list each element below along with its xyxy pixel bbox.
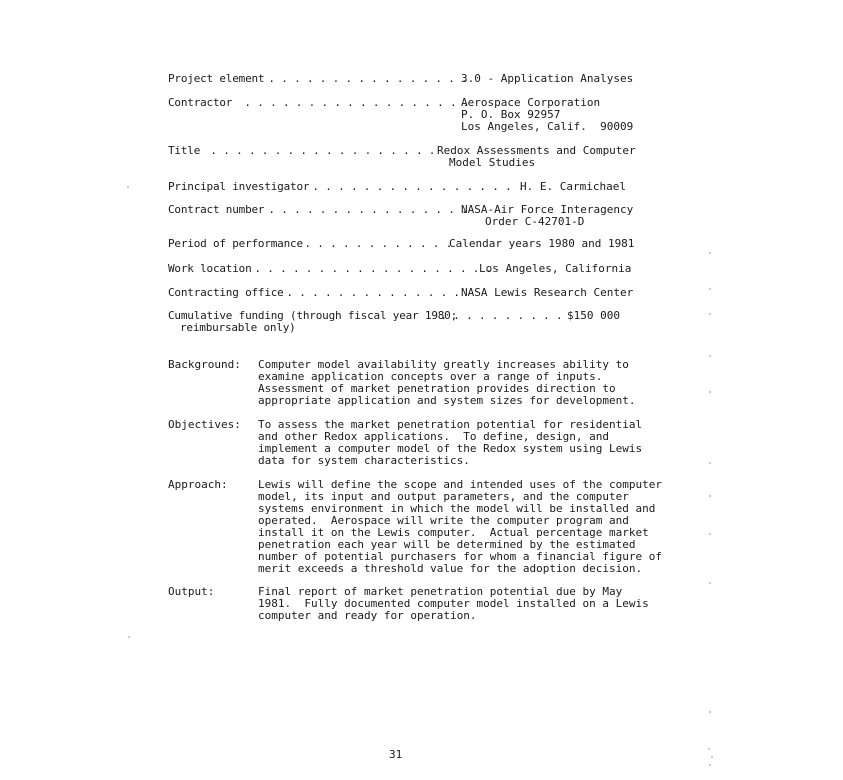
objectives-line-3: implement a computer model of the Redox system using Lewis [258,442,643,455]
approach-line-8: merit exceeds a threshold value for the adoption decision. [258,562,643,575]
title-leader: . . . . . . . . . . . . . . . . . . [204,144,436,157]
cumulative-funding-value: $150 000 [567,309,620,322]
title-value-line-1: Redox Assessments and Computer [437,144,636,157]
output-line-2: 1981. Fully documented computer model installed on a Lewis [258,597,649,610]
background-label: Background: [168,358,241,371]
contractor-value-line-1: Aerospace Corporation [461,96,601,109]
contractor-value-line-2: P. O. Box 92957 [461,108,561,121]
principal-investigator-label: Principal investigator [168,180,310,193]
objectives-line-1: To assess the market penetration potential for residential [258,418,643,431]
title-value-line-2: Model Studies [449,156,536,169]
approach-line-6: penetration each year will be determined by the estimated [258,538,636,551]
scan-speck [709,764,711,766]
project-element-value: 3.0 - Application Analyses [461,72,634,85]
contract-number-label: Contract number [168,203,265,216]
title-label: Title [168,144,201,157]
scan-speck [709,288,711,290]
scan-speck [708,748,710,750]
contracting-office-leader: . . . . . . . . . . . . . . [280,286,460,299]
approach-line-3: systems environment in which the model will be installed and [258,502,656,515]
scan-speck [709,582,711,584]
work-location-label: Work location [168,262,252,275]
page-number: 31 [389,748,403,761]
background-line-4: appropriate application and system sizes for development. [258,394,636,407]
period-of-performance-leader: . . . . . . . . . . . . [298,237,453,250]
background-line-1: Computer model availability greatly increases ability to [258,358,629,371]
output-line-1: Final report of market penetration potential due by May [258,585,623,598]
contract-number-value-line-1: NASA-Air Force Interagency [461,203,634,216]
background-line-2: examine application concepts over a range of inputs. [258,370,603,383]
contractor-leader: . . . . . . . . . . . . . . . . . . [238,96,470,109]
scan-speck [709,495,711,497]
scan-speck [709,533,711,535]
approach-line-2: model, its input and output parameters, and the computer [258,490,629,503]
scan-speck [709,252,711,254]
contracting-office-label: Contracting office [168,286,284,299]
background-line-3: Assessment of market penetration provides direction to [258,382,616,395]
scan-speck [709,711,711,713]
contract-number-value-line-2: Order C-42701-D [485,215,585,228]
scan-speck [127,186,129,188]
scan-speck [711,756,713,758]
approach-line-4: operated. Aerospace will write the computer program and [258,514,629,527]
scan-speck [128,636,130,638]
principal-investigator-value: H. E. Carmichael [520,180,626,193]
project-element-label: Project element [168,72,265,85]
period-of-performance-label: Period of performance [168,237,303,250]
contractor-value-line-3: Los Angeles, Calif. 90009 [461,120,634,133]
objectives-line-4: data for system characteristics. [258,454,470,467]
work-location-leader: . . . . . . . . . . . . . . . . . . . [248,262,493,275]
scan-speck [709,462,711,464]
scan-speck [709,313,711,315]
approach-line-5: install it on the Lewis computer. Actual percentage market [258,526,649,539]
objectives-line-2: and other Redox applications. To define, design, and [258,430,609,443]
cumulative-funding-label-line-2: reimbursable only) [180,321,296,334]
approach-label: Approach: [168,478,228,491]
contracting-office-value: NASA Lewis Research Center [461,286,634,299]
cumulative-funding-leader: . . . . . . . . . . [434,309,563,322]
approach-line-1: Lewis will define the scope and intended uses of the computer [258,478,662,491]
cumulative-funding-label-line-1: Cumulative funding (through fiscal year 1980; [168,309,458,322]
period-of-performance-value: Calendar years 1980 and 1981 [449,237,635,250]
contractor-label: Contractor [168,96,233,109]
approach-line-7: number of potential purchasers for whom a financial figure of [258,550,662,563]
contract-number-leader: . . . . . . . . . . . . . . . . [262,203,468,216]
scan-speck [709,391,711,393]
principal-investigator-leader: . . . . . . . . . . . . . . . . . [306,180,525,193]
work-location-value: Los Angeles, California [479,262,632,275]
output-line-3: computer and ready for operation. [258,609,477,622]
project-element-leader: . . . . . . . . . . . . . . . . [262,72,468,85]
objectives-label: Objectives: [168,418,241,431]
scan-speck [709,355,711,357]
output-label: Output: [168,585,215,598]
